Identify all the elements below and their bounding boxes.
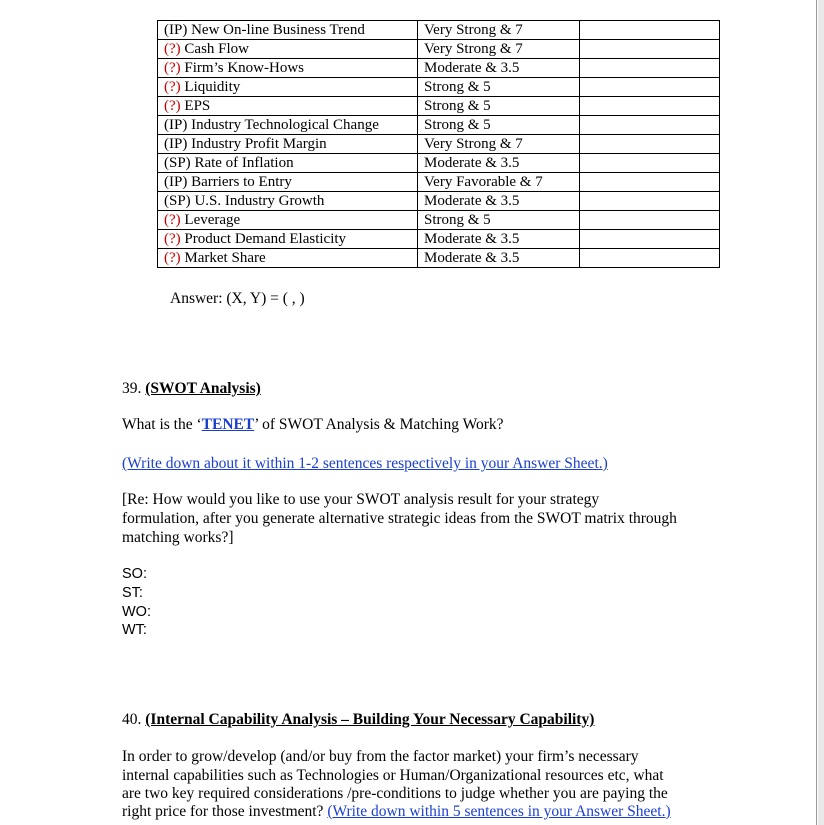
empty-cell [580, 97, 720, 116]
factor-rating-table [157, 20, 720, 268]
swot-label-st: ST: [122, 585, 143, 601]
factor-cell [158, 135, 418, 154]
q40-body-line-1: In order to grow/develop (and/or buy from the factor market) your firm’s necessary [122, 748, 639, 765]
factor-name: Market Share [184, 250, 266, 266]
factor-cell [158, 59, 418, 78]
factor-cell [158, 21, 418, 40]
table-row [158, 59, 720, 78]
factor-prefix: (?) [164, 212, 181, 228]
empty-cell [580, 116, 720, 135]
rating-cell: Moderate & 3.5 [418, 230, 580, 249]
rating-cell: Moderate & 3.5 [418, 59, 580, 78]
rating-cell: Moderate & 3.5 [418, 192, 580, 211]
factor-prefix: (IP) [164, 174, 188, 190]
table-row [158, 154, 720, 173]
q39-re-line-2: formulation, after you generate alternative strategic ideas from the SWOT matrix through [122, 510, 677, 527]
rating-cell: Moderate & 3.5 [418, 154, 580, 173]
q39-number: 39. [122, 380, 142, 397]
rating-cell: Strong & 5 [418, 211, 580, 230]
factor-name: Leverage [184, 212, 241, 228]
factor-cell [158, 116, 418, 135]
q39-keyword: TENET [201, 416, 255, 433]
q40-last-line-text: right price for those investment? [122, 803, 328, 820]
empty-cell [580, 78, 720, 97]
factor-name: Liquidity [184, 79, 241, 95]
q39-question [122, 415, 504, 434]
factor-cell [158, 249, 418, 268]
table-row [158, 78, 720, 97]
factor-prefix: (?) [164, 79, 181, 95]
q40-body-line-4 [122, 802, 671, 821]
table-row [158, 40, 720, 59]
q39-re-line-3: matching works?] [122, 529, 234, 546]
factor-prefix: (?) [164, 60, 181, 76]
empty-cell [580, 230, 720, 249]
factor-cell [158, 97, 418, 116]
empty-cell [580, 154, 720, 173]
factor-prefix: (SP) [164, 155, 191, 171]
rating-cell: Very Strong & 7 [418, 135, 580, 154]
table-row [158, 173, 720, 192]
rating-cell: Very Strong & 7 [418, 40, 580, 59]
factor-cell [158, 173, 418, 192]
rating-cell: Strong & 5 [418, 78, 580, 97]
factor-cell [158, 211, 418, 230]
table-row [158, 192, 720, 211]
factor-prefix: (IP) [164, 136, 188, 152]
factor-prefix: (IP) [164, 117, 188, 133]
factor-name: Cash Flow [184, 41, 249, 57]
rating-cell: Strong & 5 [418, 116, 580, 135]
page-border [816, 0, 817, 825]
table-row [158, 135, 720, 154]
table-row [158, 21, 720, 40]
empty-cell [580, 211, 720, 230]
q39-heading [122, 379, 261, 398]
rating-cell: Strong & 5 [418, 97, 580, 116]
q39-title: (SWOT Analysis) [145, 380, 261, 397]
viewer-edge [818, 0, 824, 825]
q40-instruction-link[interactable]: (Write down within 5 sentences in your Answer Sheet.) [327, 803, 671, 820]
factor-prefix: (?) [164, 98, 181, 114]
factor-cell [158, 230, 418, 249]
factor-name: Firm’s Know-Hows [184, 60, 304, 76]
factor-prefix: (?) [164, 231, 181, 247]
factor-prefix: (SP) [164, 193, 191, 209]
q40-number: 40. [122, 711, 142, 728]
empty-cell [580, 40, 720, 59]
factor-cell [158, 40, 418, 59]
table-row [158, 249, 720, 268]
answer-line: Answer: (X, Y) = ( , ) [170, 290, 305, 307]
factor-cell [158, 78, 418, 97]
q39-re-line-1: [Re: How would you like to use your SWOT analysis result for your strategy [122, 491, 600, 508]
swot-label-so: SO: [122, 566, 147, 582]
empty-cell [580, 249, 720, 268]
factor-prefix: (?) [164, 250, 181, 266]
factor-name: Industry Technological Change [191, 117, 379, 133]
table-row [158, 116, 720, 135]
factor-name: Rate of Inflation [194, 155, 294, 171]
factor-name: Product Demand Elasticity [184, 231, 347, 247]
q40-title: (Internal Capability Analysis – Building Your Necessary Capability) [145, 711, 595, 728]
factor-prefix: (IP) [164, 22, 188, 38]
empty-cell [580, 59, 720, 78]
table-row [158, 211, 720, 230]
q39-question-post: ’ of SWOT Analysis & Matching Work? [254, 416, 504, 433]
q40-body-line-3: are two key required considerations /pre-conditions to judge whether you are paying the [122, 785, 668, 802]
empty-cell [580, 135, 720, 154]
factor-name: New On-line Business Trend [191, 22, 365, 38]
factor-name: EPS [184, 98, 211, 114]
factor-name: Industry Profit Margin [191, 136, 327, 152]
factor-cell [158, 154, 418, 173]
q40-heading [122, 710, 594, 729]
q39-instruction-link[interactable]: (Write down about it within 1-2 sentences respectively in your Answer Sheet.) [122, 455, 608, 472]
factor-cell [158, 192, 418, 211]
table-row [158, 97, 720, 116]
empty-cell [580, 192, 720, 211]
rating-cell: Very Favorable & 7 [418, 173, 580, 192]
factor-name: Barriers to Entry [191, 174, 292, 190]
factor-prefix: (?) [164, 41, 181, 57]
rating-cell: Very Strong & 7 [418, 21, 580, 40]
rating-cell: Moderate & 3.5 [418, 249, 580, 268]
table-row [158, 230, 720, 249]
empty-cell [580, 21, 720, 40]
swot-label-wt: WT: [122, 622, 147, 638]
empty-cell [580, 173, 720, 192]
q40-body-line-2: internal capabilities such as Technologies or Human/Organizational resources etc, what [122, 767, 664, 784]
swot-label-wo: WO: [122, 604, 151, 620]
factor-name: U.S. Industry Growth [194, 193, 325, 209]
q39-question-pre: What is the ‘ [122, 416, 202, 433]
